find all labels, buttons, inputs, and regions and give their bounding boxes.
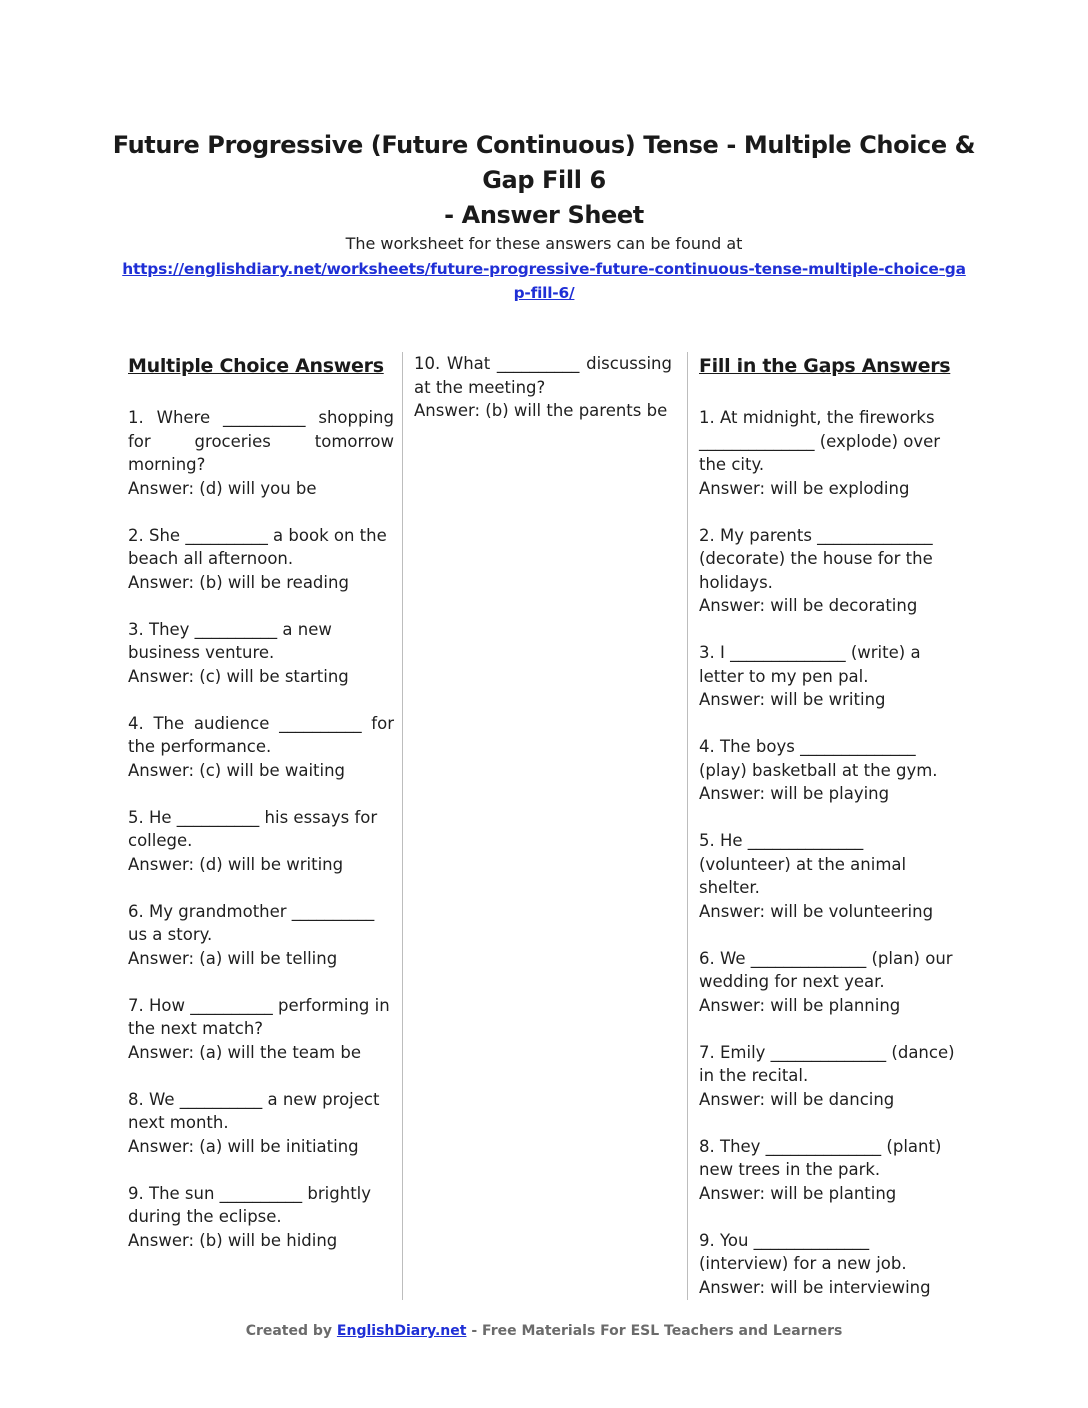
mc-item-2 [128, 524, 394, 595]
gap-question-1: 1. At midnight, the fireworks ______________ (explode) over the city. [699, 408, 941, 474]
worksheet-note: The worksheet for these answers can be found at [345, 234, 743, 253]
mc-question-10: 10. What __________ discussing at the meeting? [414, 354, 672, 397]
mc-question-9: 9. The sun __________ brightly during the eclipse. [128, 1183, 372, 1226]
mc-answer-6: Answer: (a) will be telling [128, 948, 338, 968]
footer-prefix: Created by [245, 1323, 337, 1339]
multiple-choice-column [128, 352, 394, 1276]
mc-answer-2: Answer: (b) will be reading [128, 572, 349, 592]
gap-answer-8: Answer: will be planting [699, 1183, 897, 1203]
mc-answer-7: Answer: (a) will the team be [128, 1042, 362, 1062]
column-divider-2 [687, 352, 688, 1300]
mc-question-7: 7. How __________ performing in the next match? [128, 995, 390, 1038]
gap-answer-9: Answer: will be interviewing [699, 1277, 931, 1297]
mc-item-4 [128, 712, 394, 783]
mc-item-5 [128, 806, 394, 877]
footer-brand-link[interactable]: EnglishDiary.net [336, 1323, 467, 1339]
title-line-2: Gap Fill 6 [482, 166, 606, 194]
page-title [110, 128, 978, 233]
footer [0, 1321, 1088, 1341]
mc-question-4: 4. The audience __________ for the performance. [128, 713, 394, 756]
gap-item-5 [699, 829, 959, 923]
gap-item-9 [699, 1229, 959, 1300]
gap-question-7: 7. Emily ______________ (dance) in the recital. [699, 1042, 955, 1085]
gap-answer-6: Answer: will be planning [699, 995, 901, 1015]
mc-question-8: 8. We __________ a new project next month. [128, 1089, 380, 1132]
gap-answer-5: Answer: will be volunteering [699, 901, 934, 921]
gap-question-6: 6. We ______________ (plan) our wedding for next year. [699, 948, 953, 991]
mc-answer-4: Answer: (c) will be waiting [128, 760, 346, 780]
mc-item-9 [128, 1182, 394, 1253]
gap-item-3 [699, 641, 959, 712]
gap-question-8: 8. They ______________ (plant) new trees in the park. [699, 1136, 942, 1179]
title-line-1: Future Progressive (Future Continuous) Tense - Multiple Choice & [112, 131, 976, 159]
gap-answer-2: Answer: will be decorating [699, 596, 918, 615]
mc-question-5: 5. He __________ his essays for college. [128, 807, 378, 850]
gap-fill-heading: Fill in the Gaps Answers [699, 355, 951, 377]
gap-item-2 [699, 524, 959, 618]
mc-item-1 [128, 406, 394, 500]
gap-question-4: 4. The boys ______________ (play) basketball at the gym. [699, 737, 938, 780]
multiple-choice-heading: Multiple Choice Answers [128, 355, 384, 377]
mc-answer-3: Answer: (c) will be starting [128, 666, 349, 686]
mc-answer-1: Answer: (d) will you be [128, 478, 317, 498]
mc-answer-5: Answer: (d) will be writing [128, 854, 344, 874]
mc-item-3 [128, 618, 394, 689]
gap-item-1 [699, 406, 959, 500]
gap-answer-4: Answer: will be playing [699, 784, 890, 803]
mc-answer-8: Answer: (a) will be initiating [128, 1136, 359, 1156]
mc-item-8 [128, 1088, 394, 1159]
mc-item-6 [128, 900, 394, 971]
gap-item-6 [699, 947, 959, 1018]
gap-answer-7: Answer: will be dancing [699, 1089, 895, 1109]
mc-answer-10: Answer: (b) will the parents be [414, 401, 668, 420]
gap-fill-column [699, 352, 959, 1323]
worksheet-link[interactable]: https://englishdiary.net/worksheets/future-progressive-future-continuous-tense-multiple-choice-gap-fill-6/ [122, 260, 966, 302]
title-line-3: - Answer Sheet [444, 201, 644, 229]
gap-question-2: 2. My parents ______________ (decorate) the house for the holidays. [699, 525, 933, 592]
mc-answer-9: Answer: (b) will be hiding [128, 1230, 338, 1250]
mc-item-10 [414, 352, 672, 423]
footer-suffix: - Free Materials For ESL Teachers and Learners [466, 1323, 843, 1339]
gap-question-5: 5. He ______________ (volunteer) at the animal shelter. [699, 831, 907, 897]
mc-question-1: 1. Where __________ shopping for groceries tomorrow morning? [128, 408, 394, 474]
gap-answer-1: Answer: will be exploding [699, 478, 910, 498]
mc-question-6: 6. My grandmother __________ us a story. [128, 901, 375, 944]
gap-question-9: 9. You ______________ (interview) for a new job. [699, 1230, 907, 1273]
column-divider-1 [402, 352, 403, 1300]
mc-question-2: 2. She __________ a book on the beach all afternoon. [128, 525, 387, 568]
gap-question-3: 3. I ______________ (write) a letter to my pen pal. [699, 643, 921, 686]
gap-answer-3: Answer: will be writing [699, 690, 886, 709]
mc-item-7 [128, 994, 394, 1065]
multiple-choice-column-continued [414, 352, 672, 446]
gap-item-8 [699, 1135, 959, 1206]
gap-item-7 [699, 1041, 959, 1112]
gap-item-4 [699, 735, 959, 806]
mc-question-3: 3. They __________ a new business venture. [128, 619, 332, 662]
